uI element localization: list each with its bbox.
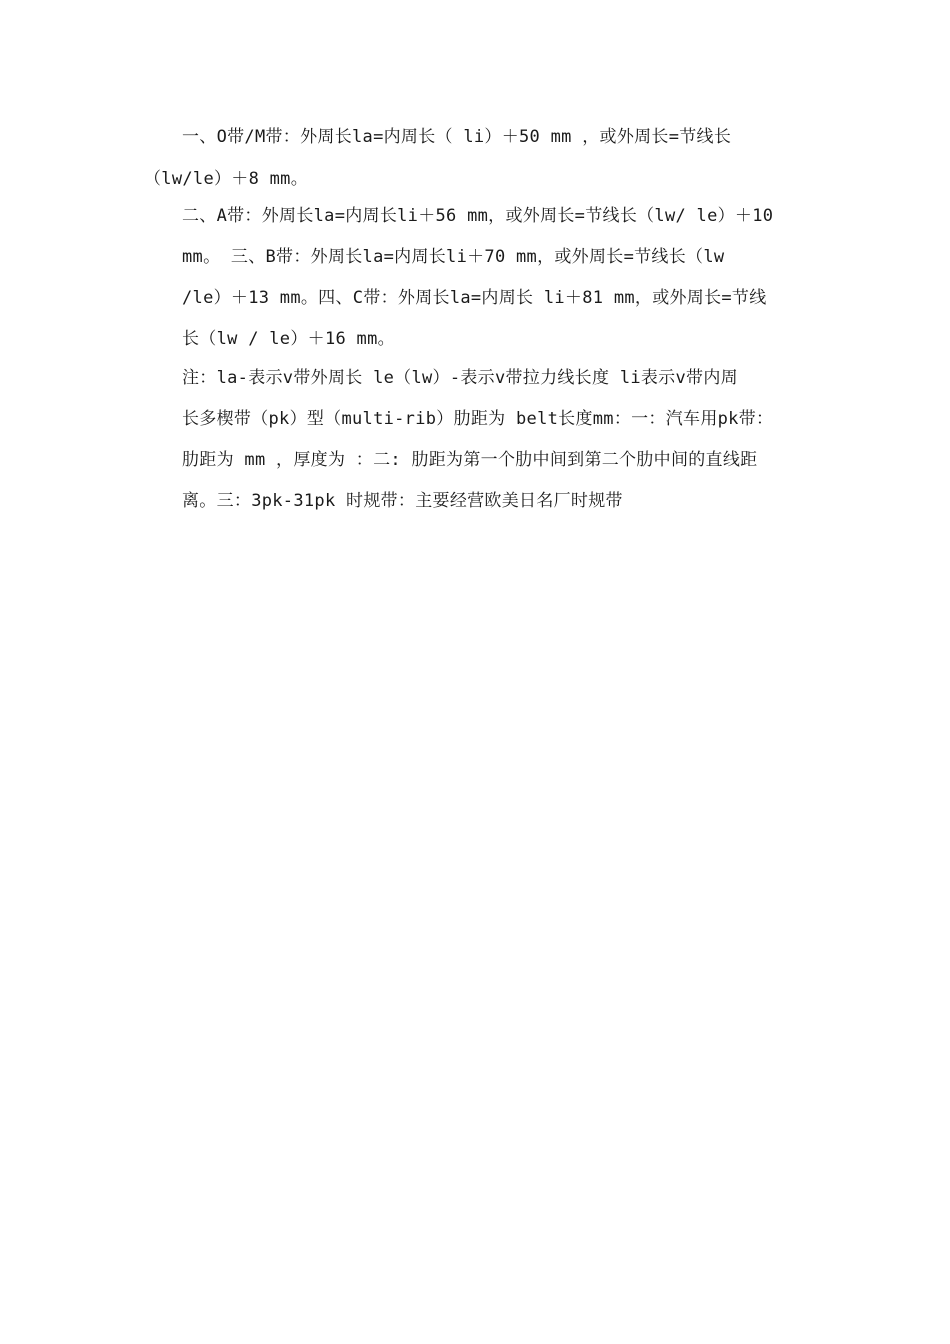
text-line-c-belt-cont: 长（lw / le）＋16 mm。 — [182, 329, 395, 349]
text-line-timing-belt: 离。三：3pk-31pk 时规带：主要经营欧美日名厂时规带 — [182, 491, 623, 511]
text-line-pk-belt: 长多楔带（pk）型（multi-rib）肋距为 belt长度mm：一：汽车用pk带： — [182, 409, 774, 429]
text-line-c-belt: /le）＋13 mm。四、C带：外周长la=内周长 li＋81 mm，或外周长=节线 — [182, 288, 767, 308]
text-line-o-m-belt: 一、O带/M带：外周长la=内周长（ li）＋50 mm ，或外周长=节线长 — [182, 127, 732, 147]
text-line-o-m-belt-cont: （lw/le）＋8 mm。 — [144, 169, 309, 189]
text-line-rib-pitch: 肋距为 mm ，厚度为 ：二: 肋距为第一个肋中间到第二个肋中间的直线距 — [182, 450, 758, 470]
text-line-b-belt: mm。 三、B带：外周长la=内周长li＋70 mm，或外周长=节线长（lw — [182, 247, 725, 267]
text-line-a-belt: 二、A带：外周长la=内周长li＋56 mm，或外周长=节线长（lw/ le）＋10 — [182, 206, 774, 226]
text-line-note: 注：la-表示v带外周长 le（lw）-表示v带拉力线长度 li表示v带内周 — [182, 368, 738, 388]
